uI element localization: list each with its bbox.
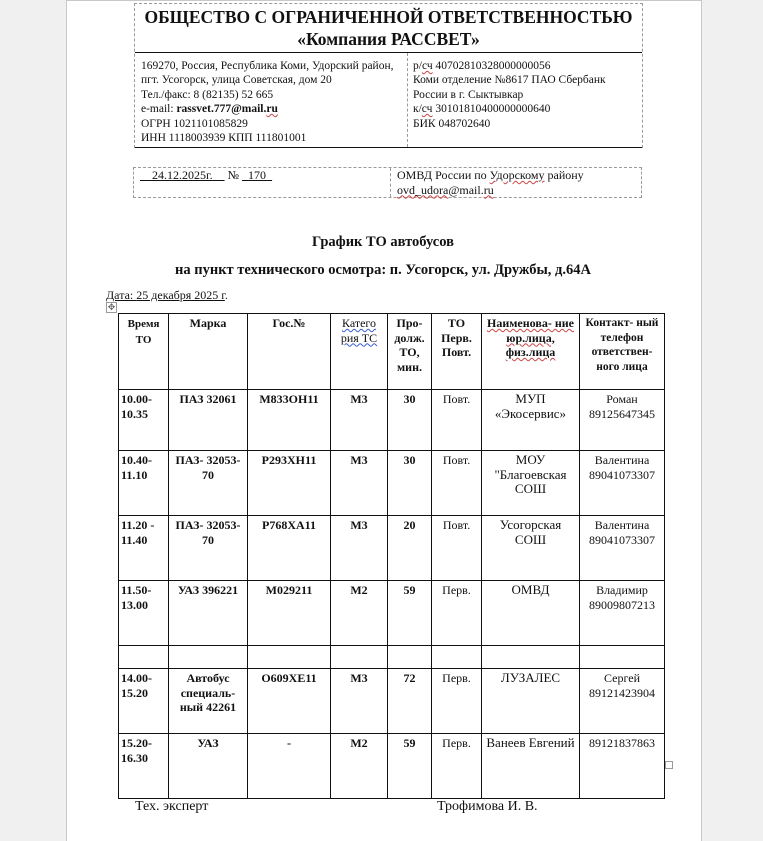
- cell-category: М2: [331, 734, 388, 799]
- cell-organization: МУП «Экосервис»: [482, 390, 580, 451]
- cell-to-type: Перв.: [432, 581, 482, 646]
- cell-time: [119, 646, 169, 669]
- table-header-row: [119, 314, 665, 390]
- date-suffix: .: [224, 288, 228, 302]
- company-title-line2: «Компания РАССВЕТ»: [297, 29, 480, 49]
- table-row: [119, 581, 665, 646]
- cell-plate: О609ХЕ11: [248, 669, 331, 734]
- cell-plate: [248, 646, 331, 669]
- recipient: [397, 168, 584, 197]
- cell-duration: 72: [388, 669, 432, 734]
- cell-plate: -: [248, 734, 331, 799]
- signature-name: Трофимова И. В.: [437, 799, 538, 814]
- cell-duration: 59: [388, 581, 432, 646]
- company-inn: ИНН 1118003939 КПП 111801001: [141, 132, 307, 145]
- registration-date: 24.12.2025г.: [140, 168, 225, 182]
- recipient-email-domain: @mail.: [448, 182, 484, 197]
- recipient-prefix: ОМВД России по: [397, 168, 490, 182]
- number-label: №: [224, 168, 243, 182]
- cell-time: 14.00- 15.20: [119, 669, 169, 734]
- signature-role: Тех. эксперт: [135, 799, 209, 814]
- cell-duration: [388, 646, 432, 669]
- cell-brand: УАЗ 396221: [169, 581, 248, 646]
- cell-time: 10.40- 11.10: [119, 451, 169, 516]
- table-row: [119, 516, 665, 581]
- correspondent-account: [413, 102, 638, 116]
- header-time: Время ТО: [119, 314, 169, 390]
- table-row: [119, 646, 665, 669]
- document-number: _170_: [242, 168, 273, 182]
- ks-number: 30101810400000000640: [432, 103, 551, 116]
- company-address-line1: 169270, Россия, Республика Коми, Удорский район,: [141, 60, 394, 72]
- date-value: 25 декабря 2025 г: [136, 288, 225, 302]
- table-row: [119, 734, 665, 799]
- cell-category: М2: [331, 581, 388, 646]
- bank-bik: БИК 048702640: [413, 117, 491, 130]
- header-organization-text: Наименова- ние юр.лица, физ.лица: [487, 316, 574, 359]
- company-email-tld[interactable]: ru: [266, 103, 278, 116]
- ks-prefix: к/: [413, 103, 422, 116]
- recipient-suffix: району: [544, 168, 584, 182]
- company-account: [413, 59, 638, 73]
- cell-organization: ОМВД: [482, 581, 580, 646]
- cell-to-type: Повт.: [432, 516, 482, 581]
- recipient-email-tld: ru: [483, 182, 494, 197]
- cell-category: М3: [331, 516, 388, 581]
- bank-name-line2: России в г. Сыктывкар: [413, 88, 524, 101]
- company-ogrn: ОГРН 1021101085829: [141, 117, 248, 130]
- cell-organization: ЛУЗАЛЕС: [482, 669, 580, 734]
- header-divider-top: [135, 52, 642, 53]
- header-category-text: Катего рия ТС: [340, 316, 378, 345]
- cell-to-type: Перв.: [432, 734, 482, 799]
- header-organization: [482, 314, 580, 390]
- cell-brand: ПАЗ- 32053-70: [169, 516, 248, 581]
- cell-organization: Усогорская СОШ: [482, 516, 580, 581]
- cell-brand: [169, 646, 248, 669]
- company-address-line2: пгт. Усогорск, улица Советская, дом 20: [141, 74, 332, 87]
- company-contacts: [141, 59, 403, 145]
- bank-name-line1: Коми отделение №8617 ПАО Сбербанк: [413, 74, 606, 87]
- header-contact: Контакт- ный телефон ответствен- ного лица: [580, 314, 665, 390]
- ks-abbr: сч: [421, 103, 433, 116]
- table-row: [119, 669, 665, 734]
- cell-duration: 30: [388, 390, 432, 451]
- document-title: График ТО автобусов: [312, 234, 454, 250]
- account-abbr: сч: [421, 60, 433, 72]
- cell-time: 11.20 - 11.40: [119, 516, 169, 581]
- cell-contact: Валентина 89041073307: [580, 516, 665, 581]
- cell-plate: М833ОН11: [248, 390, 331, 451]
- company-email[interactable]: rassvet.777@mail.: [176, 103, 267, 116]
- schedule-table: [118, 313, 665, 799]
- cell-organization: [482, 646, 580, 669]
- cell-to-type: Перв.: [432, 669, 482, 734]
- cell-category: М3: [331, 669, 388, 734]
- header-to-type: ТО Перв. Повт.: [432, 314, 482, 390]
- cell-category: [331, 646, 388, 669]
- email-label: e-mail:: [141, 103, 177, 116]
- cell-plate: Р293ХН11: [248, 451, 331, 516]
- cell-to-type: [432, 646, 482, 669]
- cell-time: 10.00- 10.35: [119, 390, 169, 451]
- company-bank-details: [413, 59, 638, 131]
- header-brand: Марка: [169, 314, 248, 390]
- header-column-divider: [407, 53, 408, 147]
- table-row: [119, 390, 665, 451]
- table-row: [119, 451, 665, 516]
- header-duration: Про- долж. ТО, мин.: [388, 314, 432, 390]
- registration-number: [140, 168, 272, 182]
- cell-contact: Владимир 89009807213: [580, 581, 665, 646]
- cell-to-type: Повт.: [432, 390, 482, 451]
- company-header: [134, 3, 643, 148]
- header-divider-bottom: [135, 147, 642, 148]
- cell-duration: 30: [388, 451, 432, 516]
- cell-plate: М029211: [248, 581, 331, 646]
- company-phone: Тел./факс: 8 (82135) 52 665: [141, 88, 274, 101]
- table-resize-handle-icon[interactable]: [665, 761, 673, 769]
- registration-divider: [390, 168, 391, 197]
- registration-box: [133, 167, 642, 198]
- cell-duration: 59: [388, 734, 432, 799]
- cell-contact: Роман 89125647345: [580, 390, 665, 451]
- cell-to-type: Повт.: [432, 451, 482, 516]
- document-subtitle: на пункт технического осмотра: п. Усогорск, ул. Дружбы, д.64А: [175, 262, 591, 278]
- recipient-name: [397, 168, 584, 183]
- cell-brand: УАЗ: [169, 734, 248, 799]
- header-plate: Гос.№: [248, 314, 331, 390]
- table-move-handle-icon[interactable]: ✥: [107, 302, 116, 312]
- cell-time: 15.20- 16.30: [119, 734, 169, 799]
- cell-brand: ПАЗ- 32053-70: [169, 451, 248, 516]
- recipient-email[interactable]: [397, 183, 584, 198]
- recipient-district: Удорскому: [489, 168, 545, 182]
- cell-contact: Валентина 89041073307: [580, 451, 665, 516]
- cell-category: М3: [331, 451, 388, 516]
- account-number: 40702810328000000056: [432, 60, 551, 72]
- cell-category: М3: [331, 390, 388, 451]
- cell-contact: Сергей 89121423904: [580, 669, 665, 734]
- cell-time: 11.50- 13.00: [119, 581, 169, 646]
- cell-contact: [580, 646, 665, 669]
- cell-brand: Автобус специаль- ный 42261: [169, 669, 248, 734]
- cell-plate: Р768ХА11: [248, 516, 331, 581]
- cell-brand: ПАЗ 32061: [169, 390, 248, 451]
- account-prefix: р/: [413, 60, 422, 72]
- cell-duration: 20: [388, 516, 432, 581]
- company-title-line1: ОБЩЕСТВО С ОГРАНИЧЕННОЙ ОТВЕТСТВЕННОСТЬЮ: [144, 7, 633, 27]
- cell-contact: 89121837863: [580, 734, 665, 799]
- company-title: [135, 4, 642, 53]
- recipient-email-user: ovd_udora: [397, 182, 449, 197]
- cell-organization: МОУ "Благоевская СОШ: [482, 451, 580, 516]
- cell-organization: Ванеев Евгений: [482, 734, 580, 799]
- header-category: [331, 314, 388, 390]
- date-label: Дата:: [106, 288, 137, 302]
- document-date: [106, 288, 228, 303]
- company-email-line: [141, 102, 403, 116]
